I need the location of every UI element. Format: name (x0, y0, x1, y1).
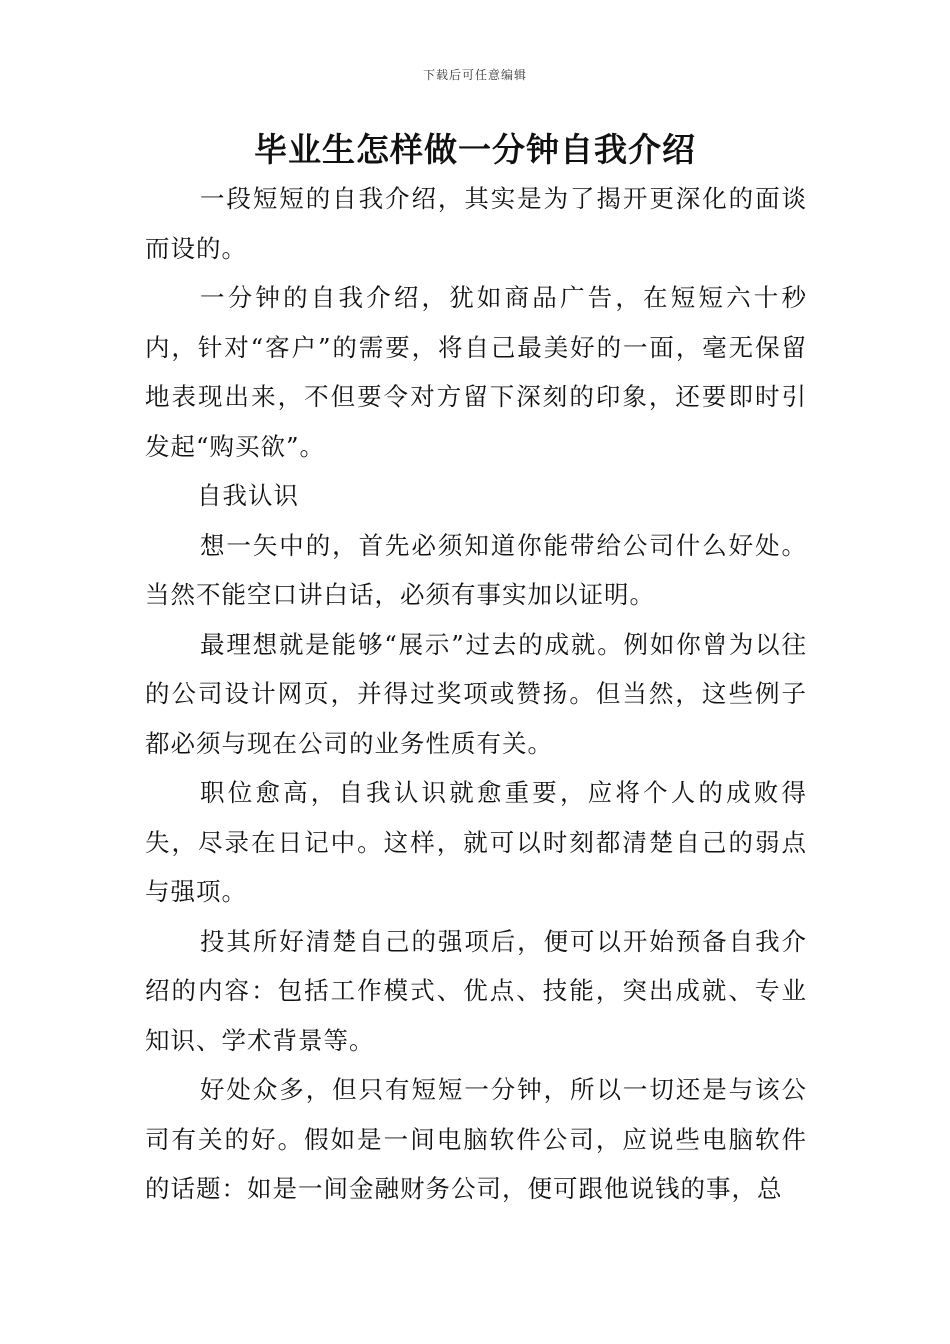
paragraph-position: 职位愈高，自我认识就愈重要，应将个人的成败得失，尽录在日记中。这样，就可以时刻都清楚自己的弱点与强项。 (145, 778, 807, 906)
paragraph-achievements: 最理想就是能够“展示”过去的成就。例如你曾为以往的公司设计网页，并得过奖项或赞扬。但当然，这些例子都必须与现在公司的业务性质有关。 (145, 629, 807, 758)
section-heading-self-awareness: 自我认识 (197, 481, 299, 510)
document-body (145, 174, 807, 1214)
paragraph-content: 投其所好清楚自己的强项后，便可以开始预备自我介绍的内容：包括工作模式、优点、技能，突出成就、专业知识、学术背景等。 (145, 926, 807, 1055)
paragraph-intro: 一段短短的自我介绍，其实是为了揭开更深化的面谈而设的。 (145, 184, 807, 263)
header-note: 下载后可任意编辑 (422, 68, 527, 82)
paragraph-advertisement: 一分钟的自我介绍，犹如商品广告，在短短六十秒内，针对“客户”的需要，将自己最美好的一面，毫无保留地表现出来，不但要令对方留下深刻的印象，还要即时引发起“购买欲”。 (145, 283, 807, 461)
paragraph-benefits: 想一矢中的，首先必须知道你能带给公司什么好处。当然不能空口讲白话，必须有事实加以证明。 (145, 530, 807, 609)
page-title: 毕业生怎样做一分钟自我介绍 (254, 130, 696, 169)
paragraph-relevance: 好处众多，但只有短短一分钟，所以一切还是与该公司有关的好。假如是一间电脑软件公司，应说些电脑软件的话题：如是一间金融财务公司，便可跟他说钱的事，总 (145, 1075, 807, 1203)
